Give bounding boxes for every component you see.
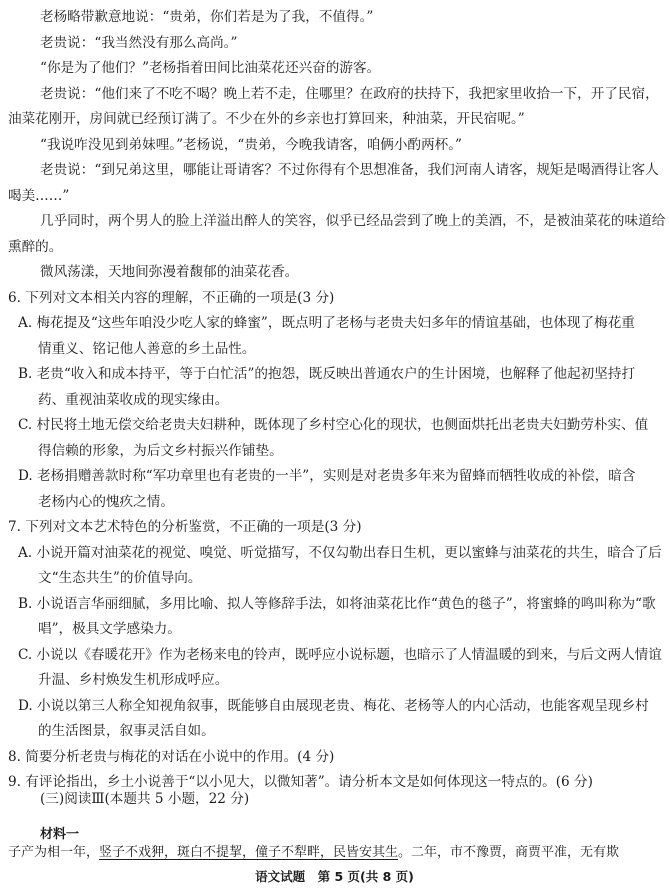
- question-7-option-d-line-2: 的生活图景，叙事灵活自如。: [38, 723, 215, 739]
- classical-text-end: 。二年，市不豫贾，商贾平准，无有欺: [398, 845, 620, 860]
- story-paragraph-4-line-1: 老贵说：“他们来了不吃不喝？晚上若不走，住哪里？在政府的扶持下，我把家里收拾一下，开了民宿，: [40, 86, 659, 102]
- section-3-heading: (三)阅读Ⅲ(本题共 5 小题，22 分): [40, 791, 250, 807]
- story-paragraph-4-line-2: 油菜花刚开，房间就已经预订满了。不少在外的乡亲也打算回来，种油菜，开民宿呢。”: [8, 111, 525, 127]
- question-7-option-b-line-1: B. 小说语言华丽细腻，多用比喻、拟人等修辞手法，如将油菜花比作“黄色的毯子”，将蜜蜂的鸣叫称为“歌: [18, 596, 656, 612]
- story-paragraph-8: 微风荡漾，天地间弥漫着馥郁的油菜花香。: [40, 264, 299, 280]
- material-1-label: 材料一: [40, 827, 80, 842]
- question-7-option-c-line-2: 升温、乡村焕发生机形成呼应。: [38, 672, 229, 688]
- question-9: 9. 有评论指出，乡土小说善于“以小见大，以微知著”。请分析本文是如何体现这一特点的。(6 分): [8, 774, 593, 790]
- question-7-option-a-line-2: 文“生态共生”的价值导向。: [38, 570, 202, 586]
- question-7-option-c-line-1: C. 小说以《春暖花开》作为老杨来电的铃声，既呼应小说标题，也暗示了人情温暖的到来，与后文两人情谊: [18, 647, 662, 663]
- question-7-option-a-line-1: A. 小说开篇对油菜花的视觉、嗅觉、听觉描写，不仅勾勒出春日生机，更以蜜蜂与油菜花的共生，暗合了后: [18, 545, 662, 561]
- classical-text-underlined: 竖子不戏狎，斑白不提挈，僮子不犁畔，民皆安其生: [99, 845, 399, 860]
- story-paragraph-5: “我说咋没见到弟妹哩。”老杨说，“贵弟，今晚我请客，咱俩小酌两杯。”: [40, 137, 463, 153]
- story-paragraph-6-line-2: 喝美……”: [8, 188, 70, 204]
- classical-text-start: 子产为相一年，: [8, 845, 100, 860]
- question-6-option-a-line-2: 情重义、铭记他人善意的乡土品性。: [38, 341, 256, 357]
- question-7-stem: 7. 下列对文本艺术特色的分析鉴赏，不正确的一项是(3 分): [8, 519, 362, 535]
- question-6-option-c-line-2: 得信赖的形象，为后文乡村振兴作铺垫。: [38, 443, 283, 459]
- question-6-option-c-line-1: C. 村民将土地无偿交给老贵夫妇耕种，既体现了乡村空心化的现状，也侧面烘托出老贵夫妇勤劳朴实、值: [18, 417, 649, 433]
- story-paragraph-7-line-1: 几乎同时，两个男人的脸上洋溢出醉人的笑容，似乎已经品尝到了晚上的美酒，不，是被油菜花的味道给: [40, 213, 666, 229]
- story-paragraph-2: 老贵说：“我当然没有那么高尚。”: [40, 35, 238, 51]
- question-7-option-d-line-1: D. 小说以第三人称全知视角叙事，既能够自由展现老贵、梅花、老杨等人的内心活动，也能客观呈现乡村: [18, 698, 649, 714]
- page-footer: 语文试题 第 5 页(共 8 页): [255, 869, 414, 884]
- question-6-option-d-line-1: D. 老杨捐赠善款时称“军功章里也有老贵的一半”，实则是对老贵多年来为留蜂而牺牲收成的补偿，暗含: [18, 468, 636, 484]
- question-8: 8. 简要分析老贵与梅花的对话在小说中的作用。(4 分): [8, 749, 335, 765]
- question-6-option-b-line-2: 药、重视油菜收成的现实缘由。: [38, 392, 229, 408]
- question-6-option-b-line-1: B. 老贵“收入和成本持平，等于白忙活”的抱怨，既反映出普通农户的生计困境，也解释了他起初坚持打: [18, 366, 636, 382]
- story-paragraph-6-line-1: 老贵说：“到兄弟这里，哪能让哥请客？不过你得有个思想准备，我们河南人请客，规矩是喝酒得让客人: [40, 162, 659, 178]
- story-paragraph-7-line-2: 熏醉的。: [8, 239, 63, 255]
- story-paragraph-3: “你是为了他们？”老杨指着田间比油菜花还兴奋的游客。: [40, 60, 381, 76]
- story-paragraph-1: 老杨略带歉意地说：“贵弟，你们若是为了我，不值得。”: [40, 9, 374, 25]
- question-6-option-d-line-2: 老杨内心的愧疚之情。: [38, 494, 174, 510]
- question-6-option-a-line-1: A. 梅花提及“这些年咱没少吃人家的蜂蜜”，既点明了老杨与老贵夫妇多年的情谊基础，也体现了梅花重: [18, 315, 635, 331]
- question-7-option-b-line-2: 唱”，极具文学感染力。: [38, 621, 181, 637]
- question-6-stem: 6. 下列对文本相关内容的理解，不正确的一项是(3 分): [8, 290, 335, 306]
